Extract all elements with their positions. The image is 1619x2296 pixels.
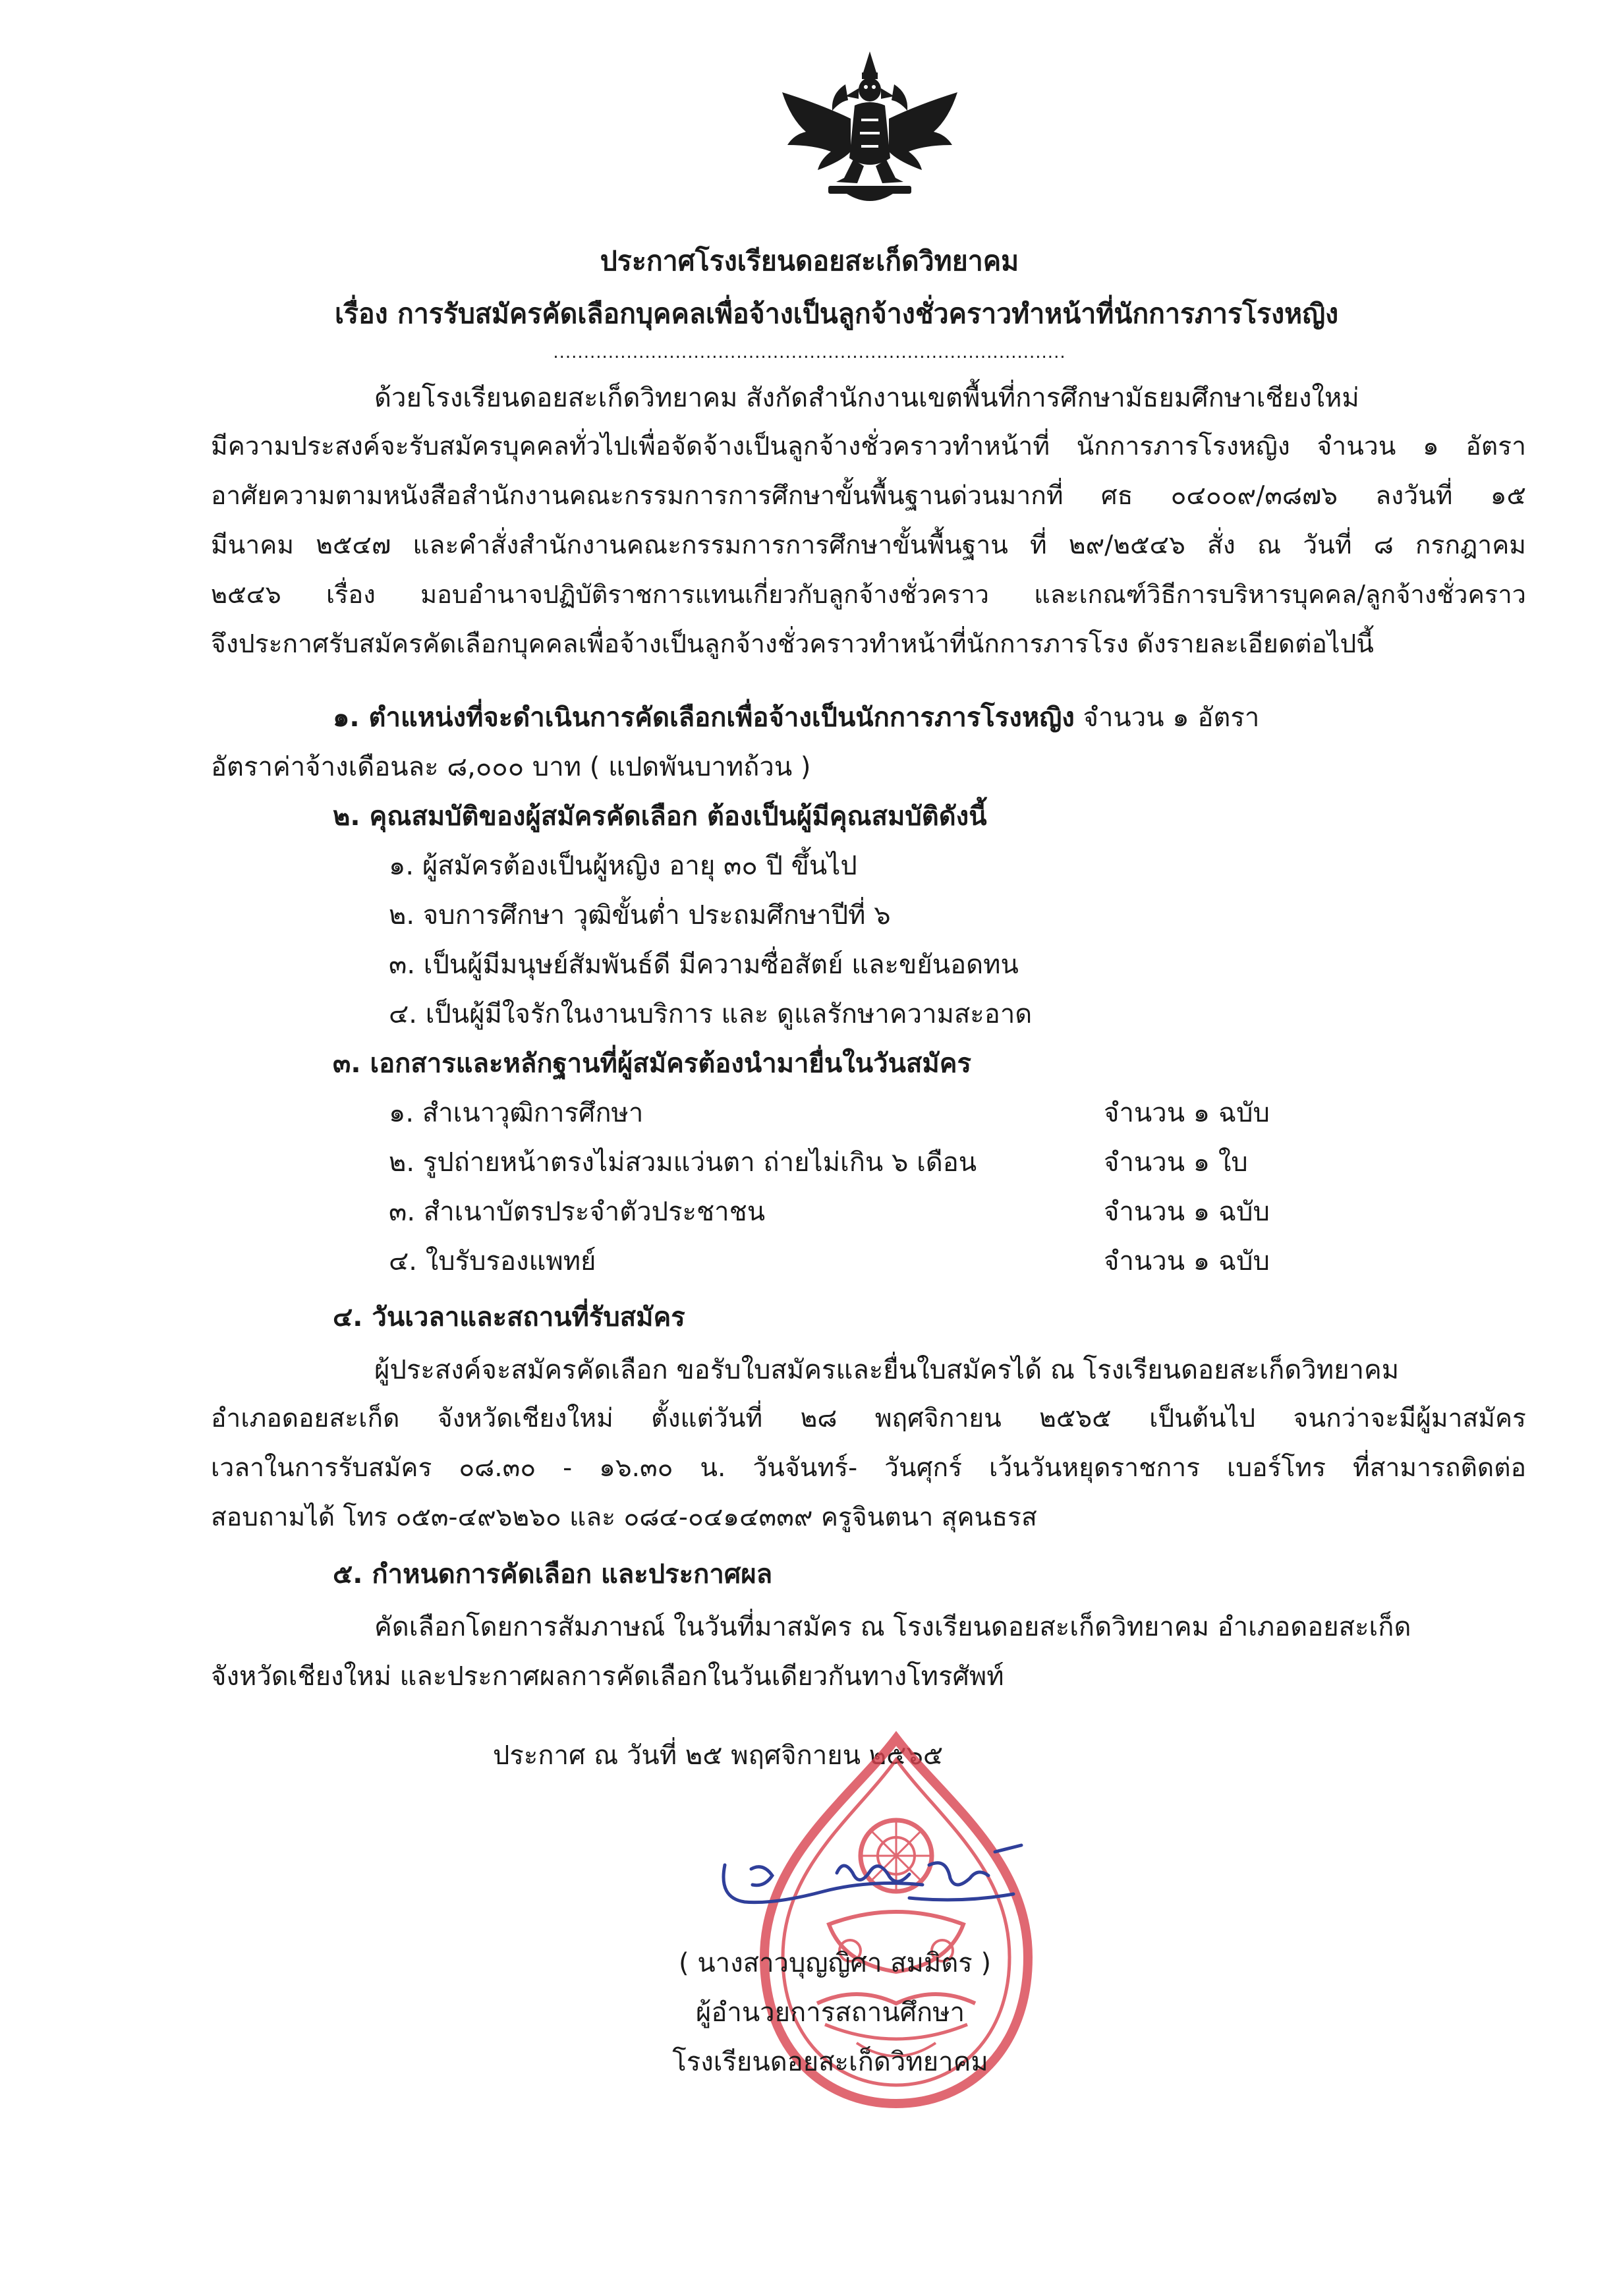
signatory-position: ผู้อำนวยการสถานศึกษา	[695, 1997, 965, 2028]
signatory-school: โรงเรียนดอยสะเก็ดวิทยาคม	[672, 2047, 988, 2077]
announcement-date: ประกาศ ณ วันที่ ๒๕ พฤศจิกายน ๒๕๖๕	[493, 1740, 944, 1771]
document-item-label: ๑. สำเนาวุฒิการศึกษา	[389, 1098, 644, 1128]
section5-line: จังหวัดเชียงใหม่ และประกาศผลการคัดเลือกในวันเดียวกันทางโทรศัพท์	[211, 1661, 1004, 1692]
section1-heading-text: ๑. ตำแหน่งที่จะดำเนินการคัดเลือกเพื่อจ้างเป็นนักการภารโรงหญิง	[333, 703, 1075, 733]
section2-heading: ๒. คุณสมบัติของผู้สมัครคัดเลือก ต้องเป็นผู้มีคุณสมบัติดังนี้	[333, 801, 987, 832]
intro-line: จึงประกาศรับสมัครคัดเลือกบุคคลเพื่อจ้างเป็นลูกจ้างชั่วคราวทำหน้าที่นักการภารโรง ดังรายละเอียดต่อไปนี้	[211, 629, 1374, 659]
signatory-name: ( นางสาวบุญญิศา สมมิตร )	[679, 1948, 992, 1978]
section5-line: คัดเลือกโดยการสัมภาษณ์ ในวันที่มาสมัคร ณ โรงเรียนดอยสะเก็ดวิทยาคม อำเภอดอยสะเก็ด	[374, 1612, 1411, 1642]
intro-line: อาศัยความตามหนังสือสำนักงานคณะกรรมการการศึกษาขั้นพื้นฐานด่วนมากที่ ศธ ๐๔๐๐๙/๓๘๗๖ ลงวันที่ ๑๕	[211, 481, 1526, 511]
garuda-emblem	[768, 46, 972, 211]
dotted-separator: ....................................................................................	[553, 343, 1066, 362]
section3-heading: ๓. เอกสารและหลักฐานที่ผู้สมัครต้องนำมายื่นในวันสมัคร	[333, 1048, 971, 1079]
section4-line: สอบถามได้ โทร ๐๕๓-๔๙๖๒๖๐ และ ๐๘๔-๐๔๑๔๓๓๙ ครูจินตนา สุคนธรส	[211, 1503, 1037, 1532]
signature-scribble	[712, 1839, 1028, 1924]
document-item-qty: จำนวน ๑ ฉบับ	[1104, 1098, 1270, 1128]
section4-line: เวลาในการรับสมัคร ๐๘.๓๐ - ๑๖.๓๐ น. วันจันทร์- วันศุกร์ เว้นวันหยุดราชการ เบอร์โทร ที่สามารถติดต่อ	[211, 1453, 1526, 1483]
intro-line: มีความประสงค์จะรับสมัครบุคคลทั่วไปเพื่อจัดจ้างเป็นลูกจ้างชั่วคราวทำหน้าที่ นักการภารโรงหญิง จำนวน ๑ อัตรา	[211, 432, 1526, 461]
document-item-qty: จำนวน ๑ ฉบับ	[1104, 1246, 1270, 1277]
qualification-item: ๑. ผู้สมัครต้องเป็นผู้หญิง อายุ ๓๐ ปี ขึ้นไป	[389, 851, 857, 881]
qualification-item: ๒. จบการศึกษา วุฒิขั้นต่ำ ประถมศึกษาปีที่ ๖	[389, 900, 891, 931]
document-subject: เรื่อง การรับสมัครคัดเลือกบุคคลเพื่อจ้างเป็นลูกจ้างชั่วคราวทำหน้าที่นักการภารโรงหญิง	[335, 298, 1339, 330]
intro-line: ๒๕๔๖ เรื่อง มอบอำนาจปฏิบัติราชการแทนเกี่ยวกับลูกจ้างชั่วคราว และเกณฑ์วิธีการบริหารบุคคล/ลูกจ้างชั่วคราว	[211, 580, 1526, 609]
document-title: ประกาศโรงเรียนดอยสะเก็ดวิทยาคม	[600, 245, 1019, 277]
section4-line: ผู้ประสงค์จะสมัครคัดเลือก ขอรับใบสมัครและยื่นใบสมัครได้ ณ โรงเรียนดอยสะเก็ดวิทยาคม	[374, 1355, 1400, 1385]
qualification-item: ๔. เป็นผู้มีใจรักในงานบริการ และ ดูแลรักษาความสะอาด	[389, 999, 1033, 1029]
document-item-qty: จำนวน ๑ ใบ	[1104, 1147, 1248, 1178]
section1-wage: อัตราค่าจ้างเดือนละ ๘,๐๐๐ บาท ( แปดพันบาทถ้วน )	[211, 752, 811, 782]
section4-line: อำเภอดอยสะเก็ด จังหวัดเชียงใหม่ ตั้งแต่วันที่ ๒๘ พฤศจิกายน ๒๕๖๕ เป็นต้นไป จนกว่าจะมีผู้มาสมัคร	[211, 1404, 1526, 1433]
document-item-label: ๓. สำเนาบัตรประจำตัวประชาชน	[389, 1197, 766, 1227]
document-item-label: ๒. รูปถ่ายหน้าตรงไม่สวมแว่นตา ถ่ายไม่เกิน ๖ เดือน	[389, 1147, 977, 1178]
intro-line: ด้วยโรงเรียนดอยสะเก็ดวิทยาคม สังกัดสำนักงานเขตพื้นที่การศึกษามัธยมศึกษาเชียงใหม่	[374, 383, 1359, 413]
section1-heading-tail: จำนวน ๑ อัตรา	[1074, 703, 1260, 733]
section1-heading	[333, 702, 1259, 733]
section5-heading: ๕. กำหนดการคัดเลือก และประกาศผล	[333, 1559, 773, 1590]
qualification-item: ๓. เป็นผู้มีมนุษย์สัมพันธ์ดี มีความซื่อสัตย์ และขยันอดทน	[389, 950, 1019, 980]
intro-line: มีนาคม ๒๕๔๗ และคำสั่งสำนักงานคณะกรรมการการศึกษาขั้นพื้นฐาน ที่ ๒๙/๒๕๔๖ สั่ง ณ วันที่ ๘ กรกฎาคม	[211, 531, 1526, 560]
document-item-label: ๔. ใบรับรองแพทย์	[389, 1246, 596, 1277]
document-item-qty: จำนวน ๑ ฉบับ	[1104, 1197, 1270, 1227]
section4-heading: ๔. วันเวลาและสถานที่รับสมัคร	[333, 1302, 685, 1333]
